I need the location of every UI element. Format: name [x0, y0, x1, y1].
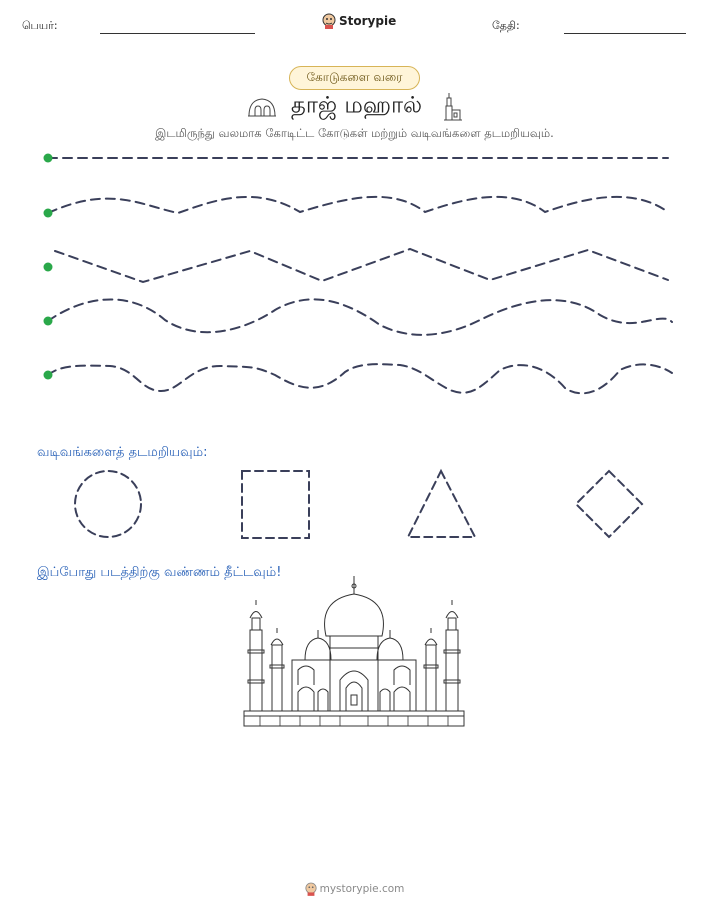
- coloring-label: இப்போது படத்திற்கு வண்ணம் தீட்டவும்!: [37, 565, 282, 580]
- storypie-logo-icon: [305, 882, 317, 896]
- date-label: தேதி:: [492, 19, 520, 32]
- footer-url[interactable]: mystorypie.com: [319, 883, 405, 895]
- name-label: பெயர்:: [22, 19, 58, 32]
- shapes-label: வடிவங்களைத் தடமறியவும்:: [37, 445, 208, 460]
- title-text: தாஜ் மஹால்: [290, 92, 423, 119]
- activity-badge: கோடுகளை வரை: [289, 66, 420, 90]
- brand-name: Storypie: [339, 14, 397, 28]
- footer: [0, 882, 709, 896]
- instructions: இடமிருந்து வலமாக கோடிட்ட கோடுகள் மற்றும் வடிவங்களை தடமறியவும்.: [155, 126, 554, 140]
